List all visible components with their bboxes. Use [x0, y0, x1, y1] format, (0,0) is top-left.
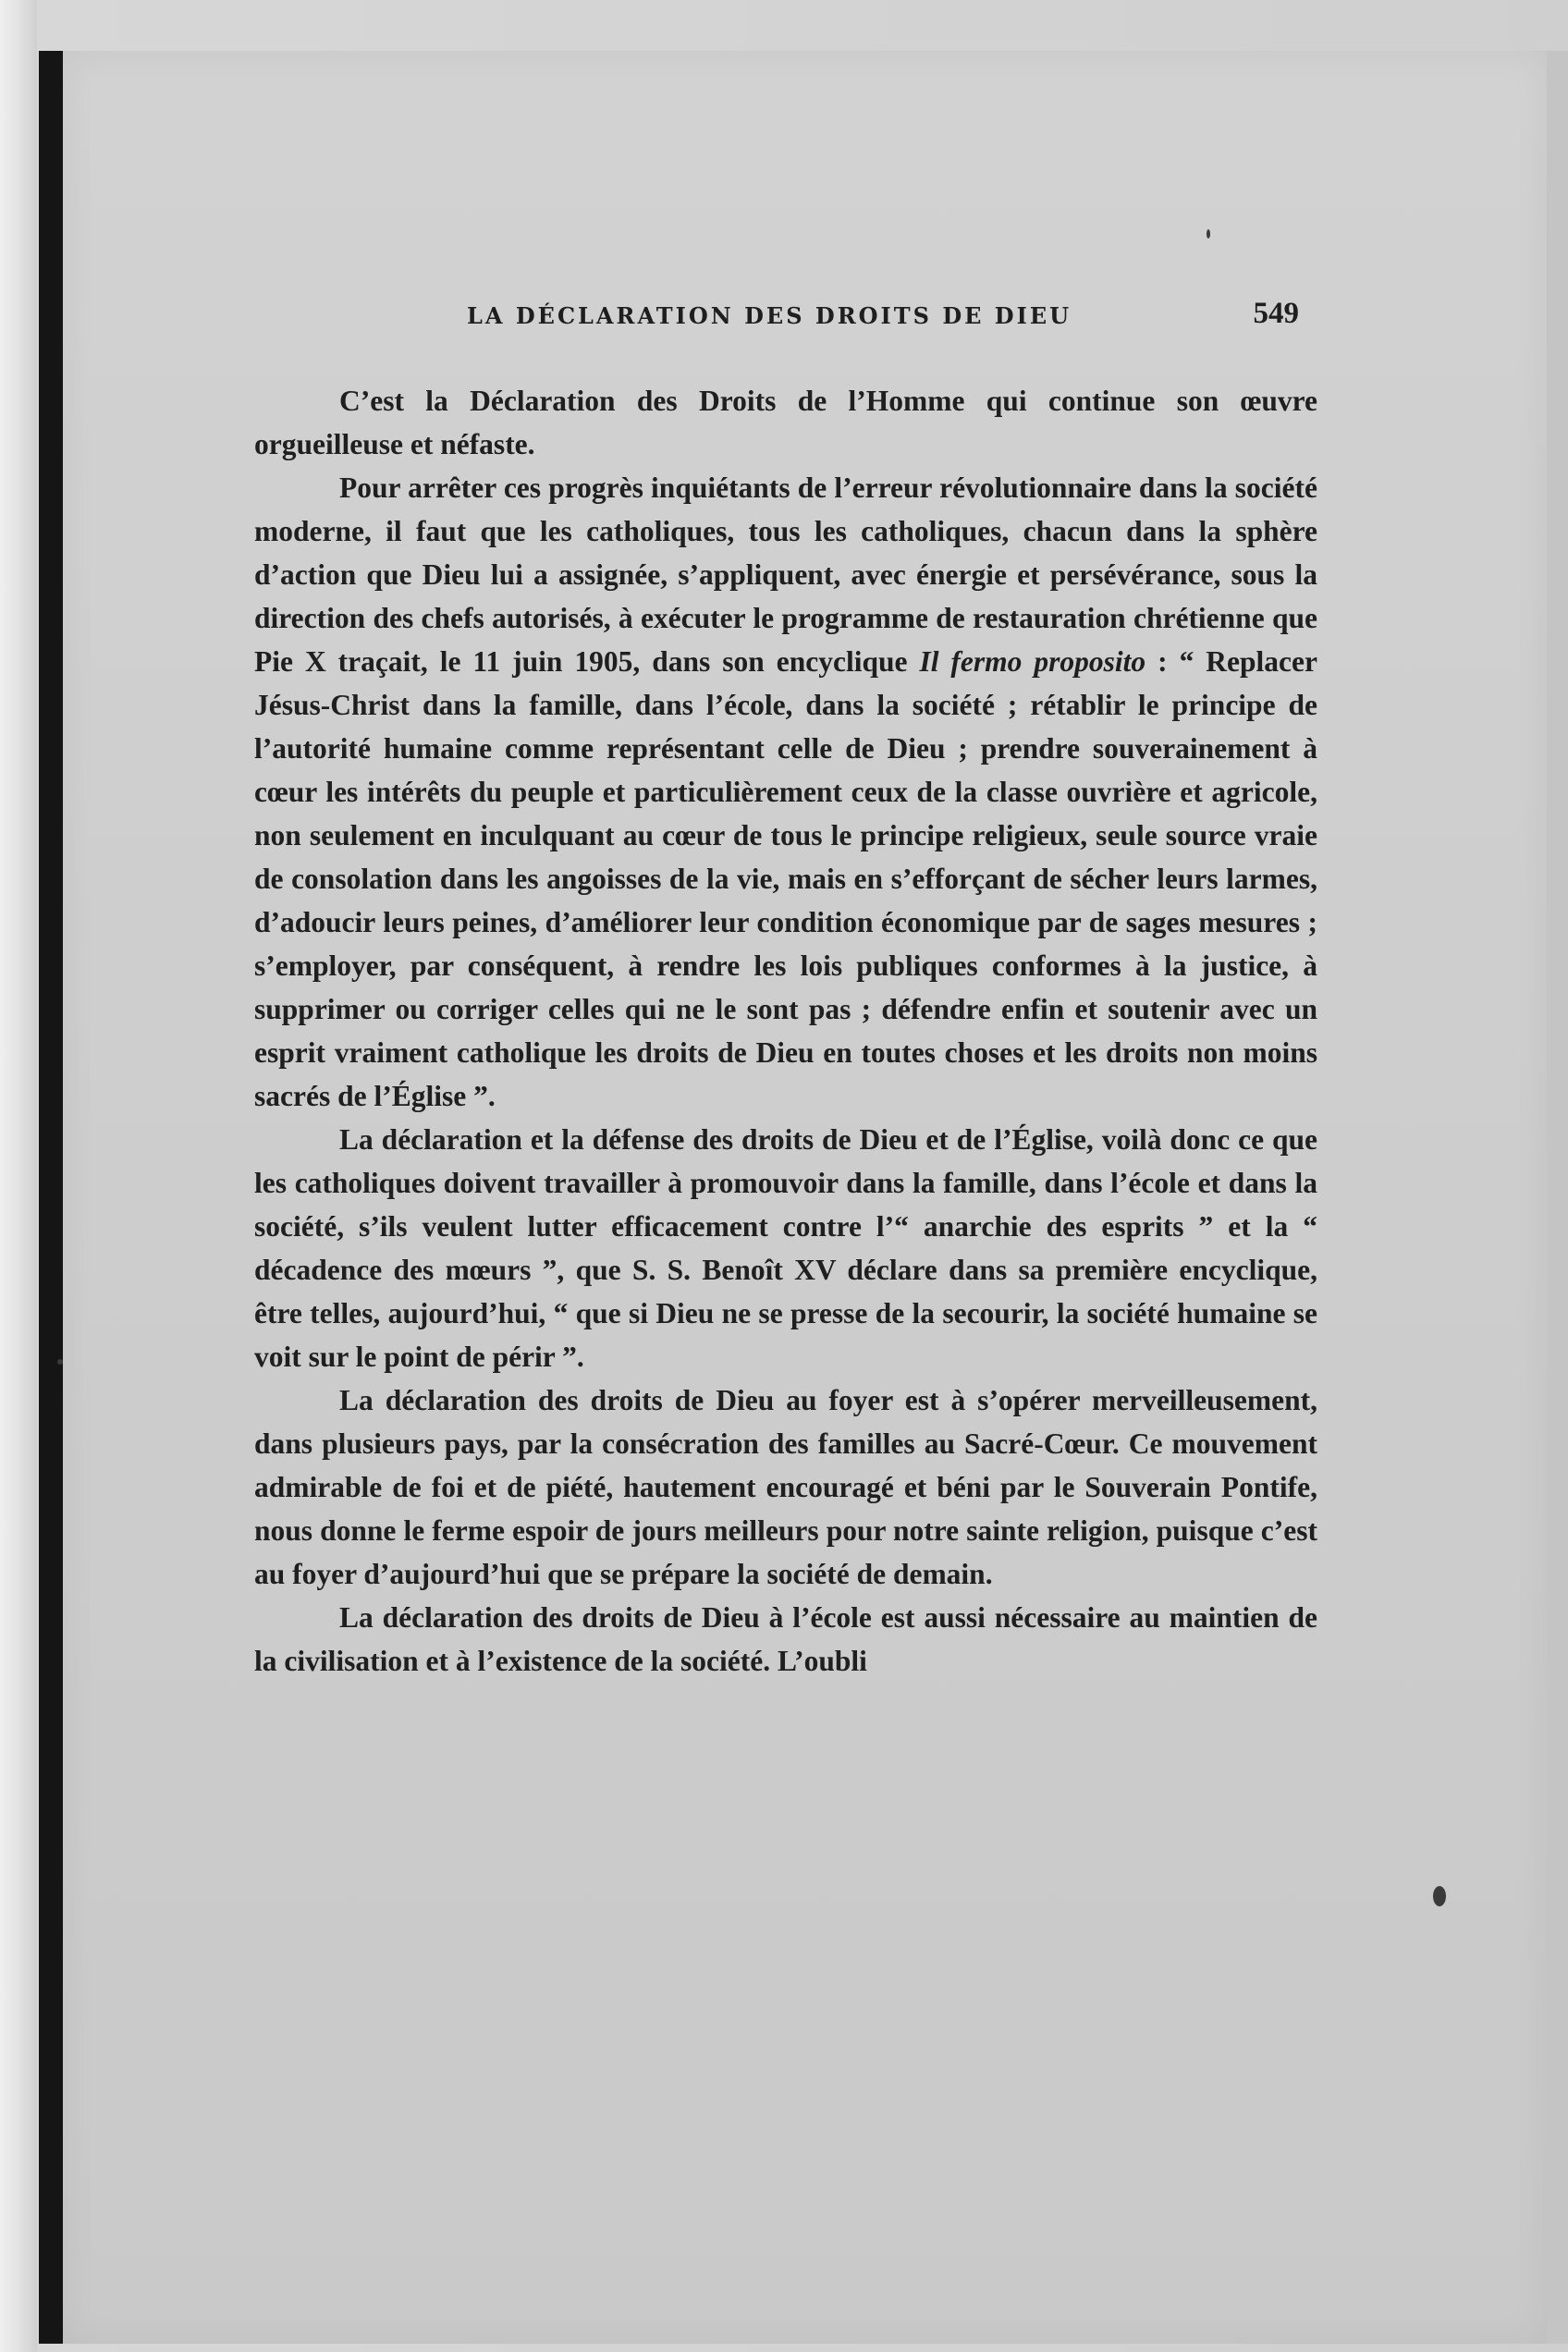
page-number: 549 [1253, 297, 1299, 330]
running-head [467, 299, 1299, 336]
body-text [254, 379, 1317, 2034]
paragraph-3: La déclaration et la défense des droits de Dieu et de l’Église, voilà donc ce que les catholiques doivent travailler à promouvoir dans la famille, dans l’école et dans la société, s’ils veulent lutter efficacement contre l’“ anarchie des esprits ” et la “ décadence des mœurs ”, que S. S. Benoît XV déclare dans sa première encyclique, être telles, aujourd’hui, “ que si Dieu ne se presse de la secourir, la société humaine se voit sur le point de périr ”. [254, 1123, 1317, 1373]
scan-speck [1433, 1886, 1446, 1906]
paragraph-1: C’est la Déclaration des Droits de l’Homme qui continue son œuvre orgueilleuse et néfaste. [254, 385, 1317, 460]
binding-shadow [39, 51, 63, 2344]
adjacent-page-edge [0, 0, 37, 2352]
paragraph-2-quote: : “ Replacer Jésus-Christ dans la famille, dans l’école, dans la société ; rétablir le principe de l’autorité humaine comme représentant celle de Dieu ; prendre souverainement à cœur les intérêts du peuple et particulièrement ceux de la classe ouvrière et agricole, non seulement en inculquant au cœur de tous le principe religieux, seule source vraie de consolation dans les angoisses de la vie, mais en s’efforçant de sécher leurs larmes, d’adoucir leurs peines, d’améliorer leur condition économique par de sages mesures ; s’employer, par conséquent, à rendre les lois publiques conformes à la justice, à supprimer ou corriger celles qui ne le sont pas ; défendre enfin et soutenir avec un esprit vraiment catholique les droits de Dieu en toutes choses et les droits non moins sacrés de l’Église ”. [254, 645, 1317, 1112]
page-edge-right [1547, 51, 1568, 2344]
paragraph-2 [254, 466, 1317, 1118]
scan-speck [57, 1359, 63, 1365]
paragraph-5: La déclaration des droits de Dieu à l’école est aussi nécessaire au maintien de la civilisation et à l’existence de la société. L’oubli [254, 1601, 1317, 1677]
paragraph-4: La déclaration des droits de Dieu au foyer est à s’opérer merveilleusement, dans plusieurs pays, par la consécration des familles au Sacré-Cœur. Ce mouvement admirable de foi et de piété, hautement encouragé et béni par le Souverain Pontife, nous donne le ferme espoir de jours meilleurs pour notre sainte religion, puisque c’est au foyer d’aujourd’hui que se prépare la société de demain. [254, 1384, 1317, 1590]
scan-speck [1207, 229, 1210, 239]
paragraph-2-lead: Pour arrêter ces progrès inquiétants de l’erreur révolutionnaire dans la société moderne, il faut que les catholiques, tous les catholiques, chacun dans la sphère d’action que Dieu lui a assignée, s’appliquent, avec énergie et persévérance, sous la direction des chefs autorisés, à exécuter le programme de restauration chrétienne que Pie X traçait, le 11 juin 1905, dans son encyclique [254, 472, 1317, 678]
encyclical-title: Il fermo proposito [919, 645, 1146, 678]
running-title: LA DÉCLARATION DES DROITS DE DIEU [467, 302, 1072, 329]
